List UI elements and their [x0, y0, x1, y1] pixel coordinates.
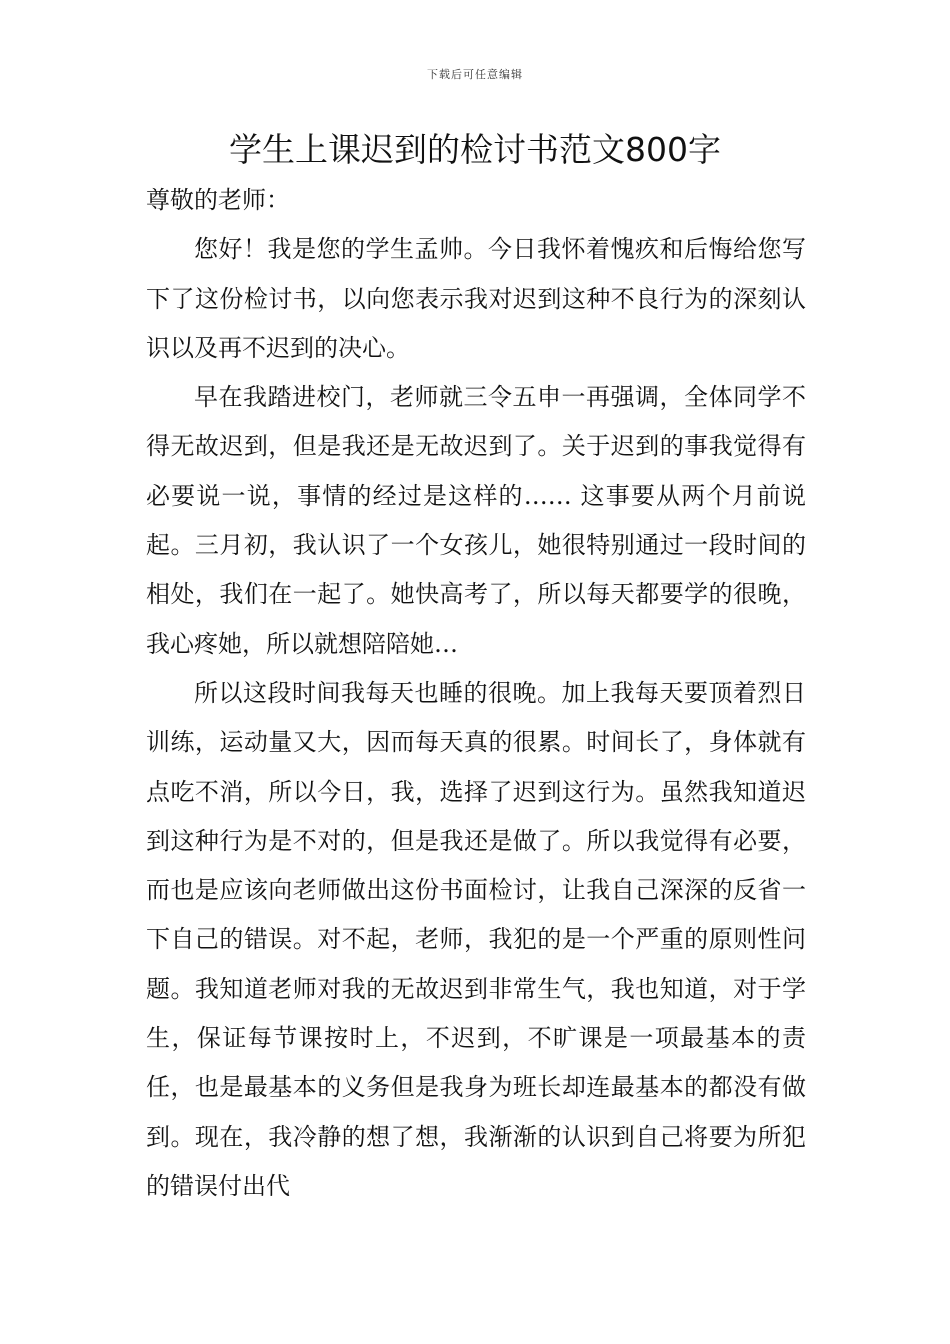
header-note: 下载后可任意编辑	[427, 68, 523, 81]
salutation: 尊敬的老师：	[146, 186, 290, 214]
document-body	[146, 176, 806, 1211]
paragraph-1: 您好！我是您的学生孟帅。今日我怀着愧疚和后悔给您写下了这份检讨书，以向您表示我对迟到这种不良行为的深刻认识以及再不迟到的决心。	[146, 235, 806, 362]
paragraph-3: 所以这段时间我每天也睡的很晚。加上我每天要顶着烈日训练，运动量又大，因而每天真的很累。时间长了，身体就有点吃不消，所以今日，我，选择了迟到这行为。虽然我知道迟到这种行为是不对的，但是我还是做了。所以我觉得有必要，而也是应该向老师做出这份书面检讨，让我自己深深的反省一下自己的错误。对不起，老师，我犯的是一个严重的原则性问题。我知道老师对我的无故迟到非常生气，我也知道，对于学生，保证每节课按时上，不迟到，不旷课是一项最基本的责任，也是最基本的义务但是我身为班长却连最基本的都没有做到。现在，我冷静的想了想，我渐渐的认识到自己将要为所犯的错误付出代	[146, 678, 806, 1200]
paragraph-2: 早在我踏进校门，老师就三令五申一再强调，全体同学不得无故迟到，但是我还是无故迟到了。关于迟到的事我觉得有必要说一说，事情的经过是这样的…… 这事要从两个月前说起。三月初，我认识了一个女孩儿，她很特别通过一段时间的相处，我们在一起了。她快高考了，所以每天都要学的很晚，我心疼她，所以就想陪陪她…	[146, 383, 806, 658]
document-title: 学生上课迟到的检讨书范文800字	[229, 130, 721, 169]
